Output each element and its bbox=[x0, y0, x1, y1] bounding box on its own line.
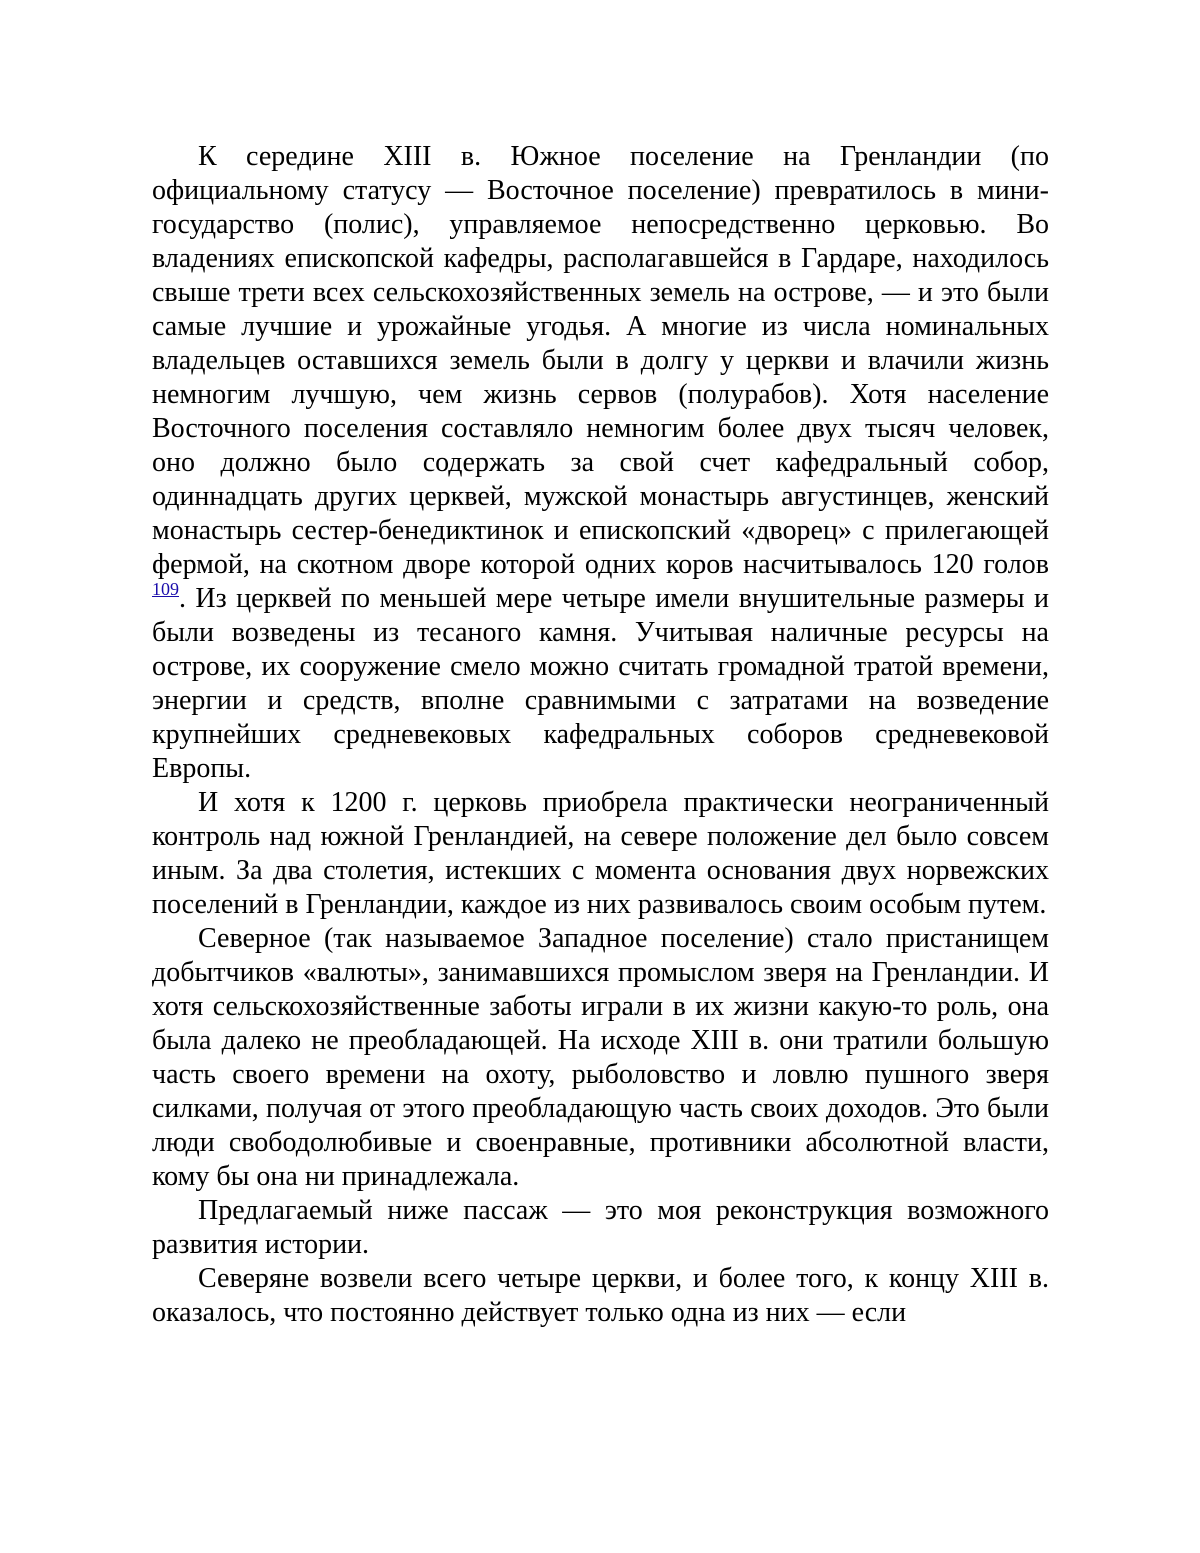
paragraph-2: И хотя к 1200 г. церковь приобрела практически неограниченный контроль над южной Гренландией, на севере положение дел было совсем иным. За два столетия, истекших с момента основания двух норвежских поселений в Гренландии, каждое из них развивалось своим особым путем. bbox=[152, 787, 1049, 920]
paragraph-4: Предлагаемый ниже пассаж — это моя реконструкция возможного развития истории. bbox=[152, 1195, 1049, 1260]
paragraph-5: Северяне возвели всего четыре церкви, и более того, к концу XIII в. оказалось, что постоянно действует только одна из них — если bbox=[152, 1263, 1049, 1328]
paragraph-1-text-after: . Из церквей по меньшей мере четыре имели внушительные размеры и были возведены из тесаного камня. Учитывая наличные ресурсы на острове, их сооружение смело можно считать громадной тратой времени, энергии и средств, вполне сравнимыми с затратами на возведение крупнейших средневековых кафедральных соборов средневековой Европы. bbox=[152, 583, 1049, 784]
paragraph-1 bbox=[152, 140, 1049, 786]
document-page bbox=[152, 140, 1049, 1330]
paragraph-1-text-before: К середине XIII в. Южное поселение на Гренландии (по официальному статусу — Восточное поселение) превратилось в мини-государство (полис), управляемое непосредственно церковью. Во владениях епископской кафедры, располагавшейся в Гардаре, находилось свыше трети всех сельскохозяйственных земель на острове, — и это были самые лучшие и урожайные угодья. А многие из числа номинальных владельцев оставшихся земель были в долгу у церкви и влачили жизнь немногим лучшую, чем жизнь сервов (полурабов). Хотя население Восточного поселения составляло немногим более двух тысяч человек, оно должно было содержать за свой счет кафедральный собор, одиннадцать других церквей, мужской монастырь августинцев, женский монастырь сестер-бенедиктинок и епископский «дворец» с прилегающей фермой, на скотном дворе которой одних коров насчитывалось 120 голов bbox=[152, 141, 1049, 580]
paragraph-3: Северное (так называемое Западное поселение) стало пристанищем добытчиков «валюты», занимавшихся промыслом зверя на Гренландии. И хотя сельскохозяйственные заботы играли в их жизни какую-то роль, она была далеко не преобладающей. На исходе XIII в. они тратили большую часть своего времени на охоту, рыболовство и ловлю пушного зверя силками, получая от этого преобладающую часть своих доходов. Это были люди свободолюбивые и своенравные, противники абсолютной власти, кому бы она ни принадлежала. bbox=[152, 923, 1049, 1192]
footnote-link-109[interactable]: 109 bbox=[152, 579, 179, 599]
